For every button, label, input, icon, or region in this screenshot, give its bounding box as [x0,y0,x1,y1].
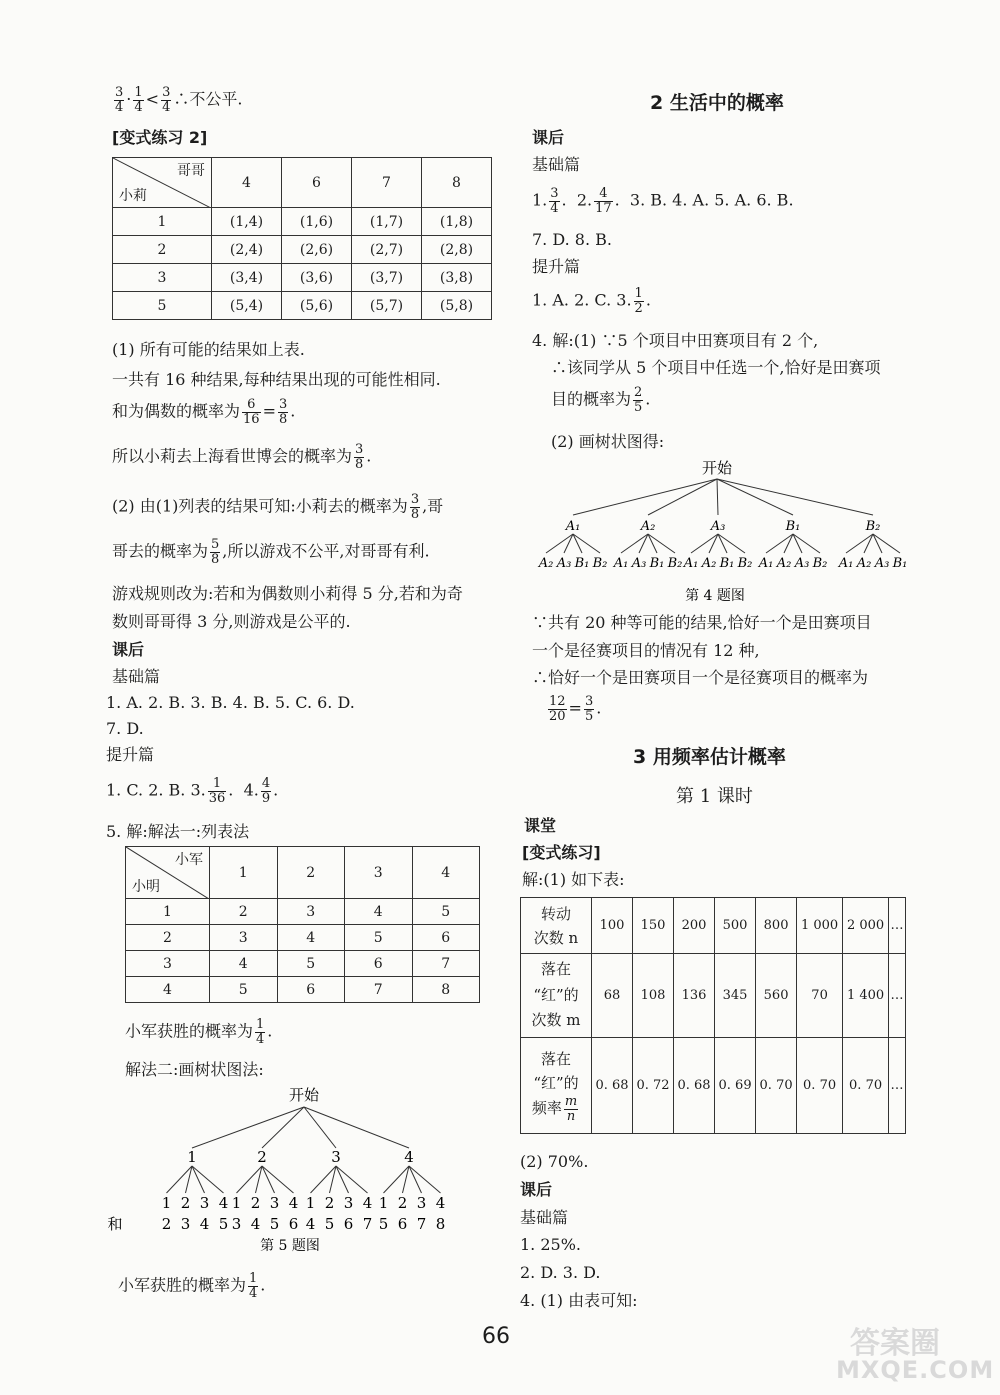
table-cell: (1,7) [352,208,422,236]
method-2-label: 解法二:画树状图法: [125,1060,264,1079]
tree-branch [717,479,718,515]
basic-section-label-right-2: 基础篇 [520,1208,569,1227]
tree-branch [262,1107,304,1148]
table-cell: 68 [592,954,633,1038]
row-header: 3 [126,951,210,977]
row-header: 1 [126,899,210,925]
tree-leaf: 4 [288,1194,299,1212]
table-cell: (5,8) [422,292,492,320]
row-header: 5 [113,292,212,320]
column-header: 8 [422,158,492,208]
table-cell: (2,7) [352,236,422,264]
tree-branch [262,1166,294,1193]
section-2-title: 2 生活中的概率 [650,92,784,114]
tree-branch [409,1166,441,1193]
tree-branch [311,1166,337,1193]
basic-answers-2: 7. D. [106,719,144,738]
tree-leaf: 4 [362,1194,373,1212]
fraction: $\frac{4}{17}$ [595,186,612,216]
tree-diagram-q4 [525,455,915,605]
advanced-section-label: 提升篇 [106,745,155,764]
tree-sum: 6 [397,1215,408,1233]
left-line-1: $\frac{3}{4}$ · $\frac{1}{4}$ < $\frac{3}{4}$ ∴不公平. [115,85,243,115]
watermark-logo: 答案圈 [850,1326,940,1361]
left-p8: 数则哥哥得 3 分,则游戏是公平的. [112,612,351,631]
q4-line-5: ∵共有 20 种等可能的结果,恰好一个是田赛项目 [532,613,872,632]
fraction: $\frac{12}{20}$ [549,694,566,724]
table-cell: 108 [633,954,674,1038]
q4-line-1: 4. 解:(1) ∵5 个项目中田赛项目有 2 个, [532,331,819,350]
row-header: 3 [113,264,212,292]
tree-leaf: A₁ [683,556,699,571]
tree-leaf: B₁ [719,556,735,571]
answer-part-2: (2) 70%. [520,1152,589,1171]
table-cell: 136 [674,954,715,1038]
tree-sum: 5 [269,1215,280,1233]
table-row [521,954,906,1038]
table-cell: 6 [412,925,480,951]
fraction: $\frac{3}{5}$ [584,694,594,724]
table-row [126,925,480,951]
left-p1: (1) 所有可能的结果如上表. [112,340,305,359]
table-cell: 560 [756,954,797,1038]
tree-caption: 第 5 题图 [260,1238,320,1254]
table-cell: (1,6) [282,208,352,236]
after-class-heading: 课后 [112,640,145,659]
tree-leaf: A₁ [838,556,854,571]
fraction: $\frac{3}{8}$ [410,492,420,522]
table-cell: 3 [277,899,345,925]
fraction: $\frac{3}{8}$ [355,442,364,472]
table-cell: 7 [345,977,413,1003]
tree-node: B₂ [865,519,881,534]
table-row [521,898,906,954]
tree-sum: 4 [250,1215,261,1233]
tree-node: 3 [331,1148,341,1166]
tree-branch [336,1166,368,1193]
table-row [126,977,480,1003]
question-5: 5. 解:解法一:列表法 [106,822,250,841]
tree-node: A₂ [640,519,656,534]
tree-leaf: A₂ [776,556,792,571]
table-cell: 0. 70 [797,1038,843,1134]
tree-sum: 4 [199,1215,210,1233]
tree-leaf: 3 [199,1194,210,1212]
table-cell: 4 [210,951,278,977]
tree-sum-label: 和 [107,1215,123,1233]
tree-branch [336,1166,349,1193]
table-cell: 1 000 [797,898,843,954]
fraction: $\frac{4}{9}$ [261,776,271,806]
table-cell: 345 [715,954,756,1038]
table-cell: 3 [210,925,278,951]
q4-line-2: ∴该同学从 5 个项目中任选一个,恰好是田赛项 [551,358,881,377]
q4-line-7: ∴恰好一个是田赛项目一个是径赛项目的概率为 [532,668,869,687]
tree-branch [192,1166,224,1193]
q4-line-6: 一个是径赛项目的情况有 12 种, [532,641,760,660]
tree-leaf: B₁ [574,556,590,571]
tree-sum: 6 [288,1215,299,1233]
table-cell: 2 000 [843,898,889,954]
tree-sum: 5 [378,1215,389,1233]
table-cell: 2 [210,899,278,925]
left-p5: (2) 由(1)列表的结果可知:小莉去的概率为 $\frac{3}{8}$ ,哥 [112,492,444,522]
table-cell: … [889,954,906,1038]
row-header: 落在 “红”的 次数 m [521,954,592,1038]
column-header: 1 [210,847,278,899]
tree-branch [192,1166,205,1193]
tree-leaf: A₃ [631,556,647,571]
tree-root: 开始 [288,1086,320,1104]
tree-leaf: 4 [218,1194,229,1212]
table-row [113,236,492,264]
frequency-table [520,897,906,1134]
tree-leaf: B₁ [892,556,908,571]
row-header: 1 [113,208,212,236]
tree-leaf: A₃ [794,556,810,571]
tree-leaf: A₁ [758,556,774,571]
table-cell: 0. 72 [633,1038,674,1134]
row-header: 4 [126,977,210,1003]
table-cell: … [889,1038,906,1134]
table-cell: (3,6) [282,264,352,292]
tree-branch [409,1166,422,1193]
tree-leaf: A₁ [613,556,629,571]
column-header: 4 [212,158,282,208]
tree-sum: 4 [305,1215,316,1233]
tree-leaf: A₂ [856,556,872,571]
fraction: $\frac{3}{4}$ [550,186,559,216]
win-probability-2: 小军获胜的概率为 $\frac{1}{4}$ . [118,1271,266,1301]
after-class-heading-right: 课后 [532,128,565,147]
tree-leaf: 2 [250,1194,261,1212]
tree-sum: 3 [180,1215,191,1233]
table-cell: 5 [210,977,278,1003]
left-p2: 一共有 16 种结果,每种结果出现的可能性相同. [112,370,441,389]
table-cell: (1,4) [212,208,282,236]
tree-branch [167,1166,193,1193]
table-cell: 150 [633,898,674,954]
basic-answer-1: 1. 25%. [520,1235,581,1254]
tree-leaf: B₂ [812,556,828,571]
fraction: $\frac{6}{16}$ [243,397,260,427]
table-row [113,264,492,292]
table-cell: 500 [715,898,756,954]
tree-leaf: 3 [343,1194,354,1212]
tree-leaf: 3 [269,1194,280,1212]
tree-leaf: 2 [324,1194,335,1212]
table-row [521,1038,906,1134]
tree-branch [384,1166,410,1193]
tree-leaf: 1 [305,1194,316,1212]
table-cell: 0. 70 [756,1038,797,1134]
q4-line-8: $\frac{12}{20}$ = $\frac{3}{5}$ . [549,694,602,724]
tree-node: B₁ [785,519,801,534]
table-cell: 5 [412,899,480,925]
solution-intro: 解:(1) 如下表: [522,870,625,889]
table-cell: 5 [345,925,413,951]
basic-answer-3: 4. (1) 由表可知: [520,1291,638,1310]
table-cell: (2,4) [212,236,282,264]
table-cell: 0. 70 [843,1038,889,1134]
q4-line-3: 目的概率为 $\frac{2}{5}$ . [551,385,651,415]
table-cell: … [889,898,906,954]
fraction: $\frac{2}{5}$ [634,385,643,415]
table-cell: 7 [412,951,480,977]
tree-node: 1 [187,1148,197,1166]
tree-leaf: A₂ [538,556,554,571]
section-3-title: 3 用频率估计概率 [633,746,786,768]
tree-branch [237,1166,263,1193]
table-cell: 6 [345,951,413,977]
table-cell: 100 [592,898,633,954]
sum-table [125,846,480,1003]
tree-leaf: 3 [416,1194,427,1212]
table-cell: 800 [756,898,797,954]
tree-sum: 5 [218,1215,229,1233]
table-cell: 6 [277,977,345,1003]
fraction: $\frac{1}{2}$ [634,286,643,316]
column-header: 3 [345,847,413,899]
fraction: $\frac{3}{4}$ [115,85,124,115]
table-cell: (2,6) [282,236,352,264]
table-cell: (5,7) [352,292,422,320]
tree-leaf: A₃ [874,556,890,571]
table-cell: (3,8) [422,264,492,292]
fraction: $\frac{5}{8}$ [211,537,220,567]
left-p4: 所以小莉去上海看世博会的概率为 $\frac{3}{8}$ . [112,442,372,472]
tree-sum: 6 [343,1215,354,1233]
table-cell: (3,4) [212,264,282,292]
left-p3: 和为偶数的概率为 $\frac{6}{16}$ = $\frac{3}{8}$ . [112,397,296,427]
tree-leaf: 4 [435,1194,446,1212]
advanced-answers: 1. C. 2. B. 3. $\frac{1}{36}$ . 4. $\frac{4}{9}$ . [106,776,279,806]
fraction: $\frac{1}{36}$ [208,776,226,806]
tree-branch [192,1107,304,1148]
right-answers-1: 1. $\frac{3}{4}$ . 2. $\frac{4}{17}$ . 3. B. 4. A. 5. A. 6. B. [532,186,794,216]
table-cell: (5,4) [212,292,282,320]
tree-leaf: A₃ [556,556,572,571]
tree-leaf: 2 [180,1194,191,1212]
table-cell: 5 [277,951,345,977]
tree-node: A₁ [565,519,581,534]
tree-sum: 7 [362,1215,373,1233]
left-p6: 哥去的概率为 $\frac{5}{8}$ ,所以游戏不公平,对哥哥有利. [112,537,430,567]
lesson-label: 第 1 课时 [676,786,753,807]
table-cell: (3,7) [352,264,422,292]
after-class-heading-right-2: 课后 [520,1180,553,1199]
basic-section-label: 基础篇 [112,667,161,686]
fraction: $\frac{1}{4}$ [256,1017,265,1047]
tree-branch [573,479,717,515]
tree-leaf: B₁ [649,556,665,571]
tree-diagram-q5 [100,1080,480,1255]
page-number: 66 [482,1324,510,1349]
tree-sum: 3 [231,1215,242,1233]
table-row [126,951,480,977]
column-header: 2 [277,847,345,899]
table-cell: (5,6) [282,292,352,320]
tree-root: 开始 [701,459,733,477]
advanced-section-label-right: 提升篇 [532,257,581,276]
column-header: 7 [352,158,422,208]
row-header: 转动 次数 n [521,898,592,954]
table-cell: 0. 68 [674,1038,715,1134]
variant-exercise-2-heading: [变式练习 2] [112,128,208,147]
tree-node: A₃ [710,519,726,534]
tree-leaf: 2 [397,1194,408,1212]
table-corner-cell: 哥哥 小莉 [113,158,212,208]
table-cell: 4 [277,925,345,951]
table-cell: 0. 69 [715,1038,756,1134]
tree-branch [648,479,717,515]
column-header: 6 [282,158,352,208]
tree-leaf: 1 [378,1194,389,1212]
table-cell: 200 [674,898,715,954]
table-cell: 1 400 [843,954,889,1038]
tree-leaf: B₂ [737,556,753,571]
table-cell: 4 [345,899,413,925]
row-header: 2 [126,925,210,951]
table-row [126,899,480,925]
table-cell: 70 [797,954,843,1038]
tree-branch [717,479,793,515]
tree-leaf: B₂ [667,556,683,571]
tree-leaf: B₂ [592,556,608,571]
right-answers-2: 7. D. 8. B. [532,230,612,249]
tree-sum: 7 [416,1215,427,1233]
in-class-heading: 课堂 [524,816,557,835]
watermark-url: MXQE.COM [836,1356,995,1384]
win-probability-1: 小军获胜的概率为 $\frac{1}{4}$ . [125,1017,273,1047]
right-answers-3: 1. A. 2. C. 3. $\frac{1}{2}$ . [532,286,651,316]
tree-sum: 2 [161,1215,172,1233]
basic-section-label-right: 基础篇 [532,155,581,174]
tree-sum: 5 [324,1215,335,1233]
fraction: $\frac{1}{4}$ [134,85,143,115]
basic-answers-1: 1. A. 2. B. 3. B. 4. B. 5. C. 6. D. [106,693,355,712]
row-header: 2 [113,236,212,264]
tree-branch [262,1166,275,1193]
basic-answer-2: 2. D. 3. D. [520,1263,601,1282]
left-p7: 游戏规则改为:若和为偶数则小莉得 5 分,若和为奇 [112,584,463,603]
tree-caption: 第 4 题图 [685,588,745,604]
table-cell: 8 [412,977,480,1003]
fraction: $\frac{m}{n}$ [564,1094,578,1124]
tree-leaf: A₂ [701,556,717,571]
tree-node: 2 [257,1148,267,1166]
tree-sum: 8 [435,1215,446,1233]
tree-node: 4 [404,1148,414,1166]
row-header: 落在 “红”的 频率 $\frac{m}{n}$ [521,1038,592,1134]
brother-xiaoli-table [112,157,492,320]
fraction: $\frac{1}{4}$ [249,1271,258,1301]
table-row [113,208,492,236]
tree-branch [717,479,873,515]
fraction: $\frac{3}{4}$ [162,85,171,115]
variant-exercise-heading: [变式练习] [522,843,601,862]
table-corner-cell: 小军 小明 [126,847,210,899]
fraction: $\frac{3}{8}$ [278,397,288,427]
table-cell: (1,8) [422,208,492,236]
table-cell: 0. 68 [592,1038,633,1134]
column-header: 4 [412,847,480,899]
q4-line-4: (2) 画树状图得: [551,432,665,451]
table-cell: (2,8) [422,236,492,264]
tree-leaf: 1 [231,1194,242,1212]
table-row [113,292,492,320]
tree-leaf: 1 [161,1194,172,1212]
